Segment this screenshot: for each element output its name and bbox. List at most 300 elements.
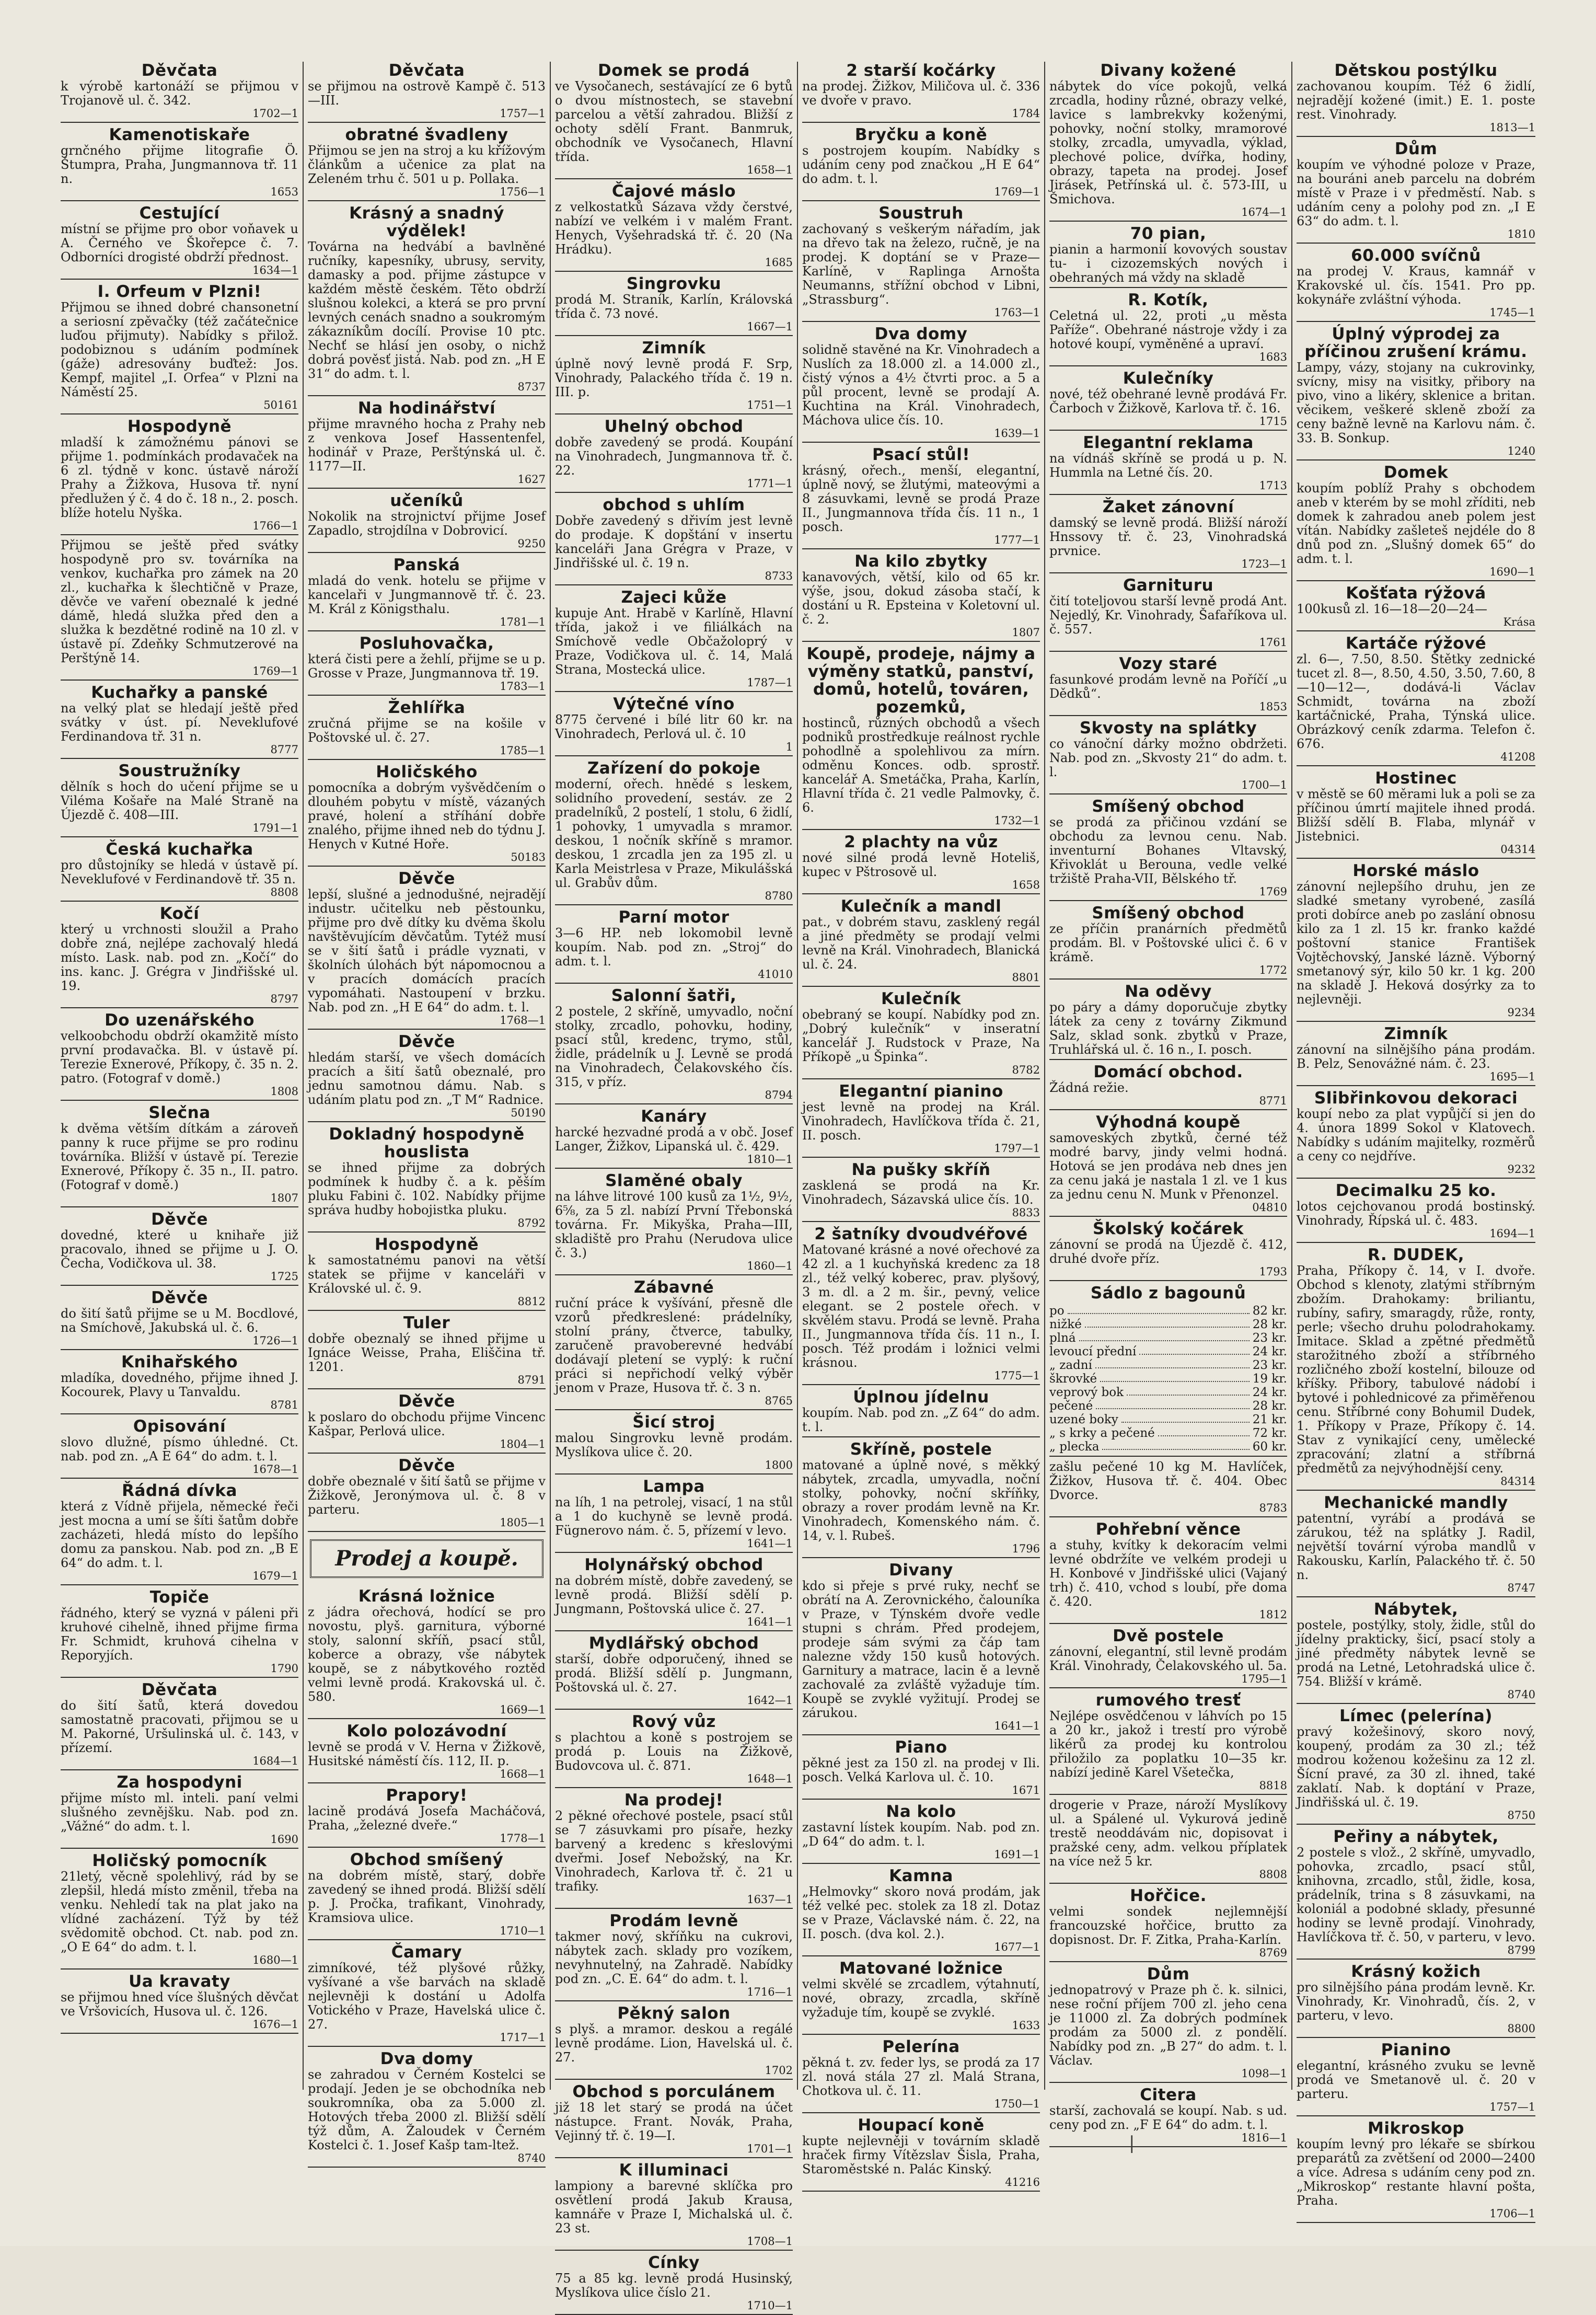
ad-body: prodá M. Straník, Karlín, Královská třída č. 73 nové. — [555, 292, 793, 321]
ad-reference-number: 1785—1 — [500, 744, 546, 757]
classified-ad — [555, 275, 793, 336]
classified-ad — [1297, 247, 1535, 322]
ad-body: pravý kožešinový, skoro nový, koupený, prodám za 30 zl.; též modrou koženou kožešinu za 12 zl. Šícní pravé, za 30 zl. ihned, také zaklatí. Nab. k doptání v Praze, Jindřišská ul. č. 19. — [1297, 1724, 1535, 1810]
ad-headline: Čamary — [391, 1943, 462, 1962]
ad-body: grnčného přijme litografie Ö. Štumpra, Praha, Jungmannova tř. 11 n. — [61, 143, 298, 186]
ad-headline: Hospodyně — [374, 1235, 479, 1254]
ad-headline: Děvčata — [141, 61, 218, 80]
ad-body: lotos cejchovanou prodá bostinský. Vinohrady, Řípská ul. č. 483. — [1297, 1199, 1535, 1228]
classified-ad — [1297, 1963, 1535, 2038]
price-value: 23 kr. — [1252, 1358, 1287, 1372]
classified-ad — [61, 1482, 298, 1585]
ad-body: na prodej V. Kraus, kamnář v Krakovské ul. čís. 1541. Pro pp. kokynáře zvláštní výhoda. — [1297, 264, 1535, 307]
column-4 — [798, 61, 1045, 2189]
ad-reference-number: 1098—1 — [1241, 2067, 1287, 2080]
ad-body: hostinců, různých obchodů a všech podniků prostředkuje reálnost rychle pohodlně a spolehlivou za mírn. odměnu Konces. odb. sprostř. kancelář A. Smetáčka, Praha, Karlín, Hlavní třída č. 21 vedle Palmovky, č. 6. — [802, 716, 1040, 815]
ad-body: hledám starší, ve všech domácích pracích a šití šatů obeznalé, pro jednu samotnou dámu. Nab. s udáním platu pod zn. „T M“ Radnice. — [308, 1050, 546, 1107]
ad-headline: Kulečníky — [1123, 369, 1214, 388]
classified-ad — [308, 62, 546, 123]
section-heading: Prodej a koupě. — [310, 1539, 543, 1578]
ad-headline: Skvosty na splátky — [1079, 719, 1257, 738]
classified-ad — [555, 1713, 793, 1788]
ad-body: 8775 červené i bílé litr 60 kr. na Vinohradech, Perlová ul. č. 10 — [555, 712, 793, 741]
classified-ad — [1297, 1600, 1535, 1704]
classified-ad — [1049, 370, 1287, 431]
ad-body: a stuhy, kvítky k dekoracím velmi levné obdržíte ve velkém prodeji u H. Konbové v Jindřišské ulici (Vajaný trh) č. 410, vchod s loubí, pře doma č. 420. — [1049, 1538, 1287, 1609]
price-item: „ zadní — [1049, 1358, 1092, 1372]
classified-ad — [802, 1561, 1040, 1735]
ad-body: velmi skvělé se zrcadlem, výtahnutí, nové, obrazy, zrcadla, skříně vyžaduje tím, koupě se zvyklé. — [802, 1977, 1040, 2020]
classified-ad — [802, 2038, 1040, 2113]
dot-leader — [1095, 1358, 1250, 1368]
classified-ad — [1297, 862, 1535, 1022]
classified-ad — [555, 1912, 793, 2001]
classified-ad — [1049, 1798, 1287, 1884]
classified-ad — [1049, 1284, 1287, 1457]
ad-body: 2 postele s vlož., 2 skříně, umyvadlo, pohovka, zrcadlo, psací stůl, knihovna, zrcadlo, stůl, židle, kosa, prádelník, trina s 8 zásuvkami, na koloniál a podobné sklady, přesunné hodiny se levně prodají. Vinohrady, Havlíčkova tř. č. 50, v parteru, v levo. — [1297, 1845, 1535, 1944]
ad-headline: Na hodinářství — [357, 399, 496, 418]
ad-body: moderní, ořech. hnědé s leskem, solidního provedení, sestáv. ze 2 pradelníků, 2 postelí, 1 stolu, 6 židlí, 1 pohovky, 1 umyvadla s mramor. deskou, 1 nočník skříně s mramor. deskou, 1 zrcadla jen za 195 zl. u Karla Meistrlesa v Praze, Mikulášská ul. Grabův dům. — [555, 777, 793, 890]
classified-ad — [802, 1225, 1040, 1385]
classified-ad — [61, 1588, 298, 1678]
ad-reference-number: 1813—1 — [1489, 121, 1535, 134]
ad-body: malou Singrovku levně prodám. Myslíkova ulice č. 20. — [555, 1431, 793, 1459]
classified-ad — [555, 1634, 793, 1710]
ad-reference-number: 1641—1 — [747, 1616, 793, 1628]
ad-body: do šití šatů přijme se u M. Bocdlové, na Smíchově, Jakubská ul. č. 6. — [61, 1306, 298, 1335]
ad-headline: Citera — [1140, 2086, 1197, 2104]
classified-ad — [308, 1392, 546, 1454]
ad-body: lepší, slušné a jednodušné, nejradějí industr. učitelku neb pěstounku, přijme pro dvě dítky ku dvěma školu navštěvujícím děvčatům. Tytéž musí se v šití šatů i prádle vyznati, v školních úlohách být nápomocnou a v pracích domácích pracích vypomáhati. Nastoupení v brzku. Nab. pod zn. „H E 64“ do adm. t. l. — [308, 887, 546, 1015]
ad-body: již 18 let starý se prodá na účet nástupce. Frant. Novák, Praha, Vejinný tř. č. 19—I. — [555, 2100, 793, 2143]
ad-reference-number: 1763—1 — [994, 306, 1040, 319]
ad-body: ruční práce k vyšívání, přesně dle vzorů předkreslené: prádelníky, stolní prány, čtverce, tabulky, zaručeně pravoberevné hedvábí dodávají pletení se vyplý: k ruční práci si nepřichodí velký výběr jenom v Praze, Husova tř. č. 3 n. — [555, 1296, 793, 1395]
ad-body: k samostatnému panovi na větší statek se přijme v kanceláři v Královské ul. č. 9. — [308, 1253, 546, 1296]
ad-body: velkoobchodu obdrží okamžitě místo první prodavačka. Bl. v ústavě pí. Terezie Exnerové, Příkopy, č. 35 n. 2. patro. (Fotograf v domě.) — [61, 1029, 298, 1086]
ad-reference-number: 1713 — [1259, 479, 1287, 492]
ad-reference-number: 1768—1 — [500, 1014, 546, 1027]
ad-body: který u vrchnosti sloužil a Praho dobře zná, nejlépe zachovalý hledá místo. Lask. nab. pod zn. „Kočí“ do ins. kanc. J. Grégra v Jindřišské ul. 19. — [61, 922, 298, 993]
ad-reference-number: 1671 — [1012, 1784, 1040, 1796]
ad-headline: Elegantní reklama — [1083, 433, 1254, 452]
ad-reference-number: 8740 — [1507, 1688, 1535, 1701]
ad-body: solidně stavěné na Kr. Vinohradech a Nuslích za 18.000 zl. a 14.000 zl., čistý výnos a 4½ čtvrti proc. a 5 a půl procent, levně se prodají A. Kuchtina na Král. Vinohradech, Máchova ulice čís. 10. — [802, 342, 1040, 428]
ad-reference-number: 1769—1 — [994, 186, 1040, 198]
ad-body: která čisti pere a žehlí, přijme se u p. Grosse v Praze, Jungmannova tř. 19. — [308, 652, 546, 681]
classified-ad — [1049, 1965, 1287, 2083]
ad-headline: Kamna — [889, 1867, 953, 1885]
ad-body: Továrna na hedvábí a bavlněné ručníky, kapesníky, ubrusy, servity, damasky a pod. přijme zástupce v každém městě českém. Těto obdrží slušnou kolekci, a která se pro první levných cenách snadno a soukromým zákazníkům docílí. Provise 10 ptc. Nechť se hlásí jen osoby, o nichž dobrá pověsť jistá. Nab. pod zn. „H E 31“ do adm. t. l. — [308, 239, 546, 381]
ad-headline: Pěkný salon — [617, 2004, 731, 2023]
ad-reference-number: 1777—1 — [994, 534, 1040, 546]
ad-headline: Šicí stroj — [632, 1413, 715, 1432]
classified-ad — [308, 635, 546, 696]
ad-reference-number: 1726—1 — [252, 1334, 298, 1347]
ad-reference-number: 8750 — [1507, 1809, 1535, 1822]
classified-ad — [1049, 719, 1287, 794]
classified-ad — [555, 1413, 793, 1475]
ad-body: Celetná ul. 22, proti „u města Paříže“. Obehrané nástroje vždy i za hotové koupí, vyměněné a upraví. — [1049, 308, 1287, 351]
ad-reference-number: 1667—1 — [747, 320, 793, 333]
classified-ad — [308, 1236, 546, 1311]
ad-headline: Decimalku 25 ko. — [1335, 1181, 1497, 1200]
classified-ad — [555, 695, 793, 756]
ad-reference-number: 1702 — [765, 2064, 793, 2077]
ad-headline: Obchod smíšený — [350, 1850, 504, 1869]
ad-reference-number: 1639—1 — [994, 427, 1040, 440]
ad-headline: Děvče — [151, 1210, 208, 1229]
ad-headline: Matované ložnice — [839, 1959, 1003, 1978]
price-list — [1049, 1304, 1287, 1454]
column-2 — [304, 61, 551, 2164]
ad-headline: Smíšený obchod — [1092, 904, 1245, 923]
ad-body: z jádra ořechová, hodící se pro novostu, plyš. garnitura, výborné stoly, salonní skříň, psací stůl, koberce a obrazy, vše nábytek koupě, se z nábytkového roztěd velmi levně prodá. Krakovská ul. č. 580. — [308, 1605, 546, 1704]
price-value: 60 kr. — [1252, 1440, 1287, 1454]
ad-headline: Kamenotiskaře — [109, 125, 250, 144]
ad-headline: Domek — [1383, 463, 1449, 482]
price-item: veprový bok — [1049, 1386, 1124, 1399]
classified-ad — [1049, 983, 1287, 1060]
ad-headline: Čajové máslo — [611, 182, 736, 201]
ad-reference-number: 8799 — [1507, 1944, 1535, 1956]
ad-body: Přijmou se ještě před svátky hospodyně pro sv. továrníka na venkov, kuchařka pro zámek na 20 zl., kuchařka k šlechtičně v Praze, děvče ve vaření obeznalé k jedné dámě, hledá služka před den a služka k bezdětné rodině na 10 zl. v ústavě pí. Zdeňky Schmutzerové na Perštýně 14. — [61, 538, 298, 665]
ad-reference-number: 1756—1 — [500, 186, 546, 198]
classified-ad — [1049, 291, 1287, 366]
ad-headline: Cestující — [139, 204, 220, 223]
classified-ad — [1049, 904, 1287, 980]
ad-headline: Kulečník — [881, 989, 961, 1008]
ad-headline: Opisování — [133, 1417, 226, 1436]
ad-body: mladší k zámožnému pánovi se přijme 1. podmínkách prodavaček na 6 zl. týdně v konc. ústavě nároží Prahy a Žižkova, Husova tř. nyní předlužen ý č. 4 do č. 18 n., 2. posch. blíže hotelu Nyška. — [61, 435, 298, 520]
ad-body: 2 pěkné ořechové postele, psací stůl se 7 zásuvkami pro písaře, hezky barvený a kredenc s křeslovými dveřmi. Josef Nebožský, na Kr. Vinohradech, Karlova tř. č. 21 u trafiky. — [555, 1809, 793, 1894]
ad-reference-number: 1808 — [270, 1085, 298, 1098]
price-item: „ s krky a pečené — [1049, 1426, 1155, 1440]
column-5 — [1045, 61, 1292, 2144]
ad-headline: Houpací koně — [858, 2116, 985, 2135]
ad-headline: Sádlo z bagounů — [1090, 1284, 1246, 1303]
classified-ad — [802, 2116, 1040, 2192]
ad-body: přijme místo ml. inteli. paní velmi slušného zevnějšku. Nab. pod zn. „Vážné“ do adm. t. l. — [61, 1791, 298, 1834]
classified-ad — [1049, 577, 1287, 652]
ad-reference-number: 1816—1 — [1241, 2132, 1287, 2144]
ad-headline: Topiče — [149, 1588, 210, 1607]
ad-body: pro silnějšího pána prodám levně. Kr. Vinohrady, Kr. Vinohradů, čís. 2, v parteru, v levo. — [1297, 1980, 1535, 2023]
ad-headline: Skříně, postele — [850, 1440, 992, 1459]
ad-reference-number: 8801 — [1012, 971, 1040, 984]
ad-headline: Obchod s porculánem — [572, 2082, 776, 2101]
ad-reference-number: 1784 — [1012, 107, 1040, 120]
ad-reference-number: 1796 — [1012, 1542, 1040, 1555]
ad-body: starší, dobře odporučený, ihned se prodá. Bližší sdělí p. Jungmann, Poštovská ul. č. 27. — [555, 1652, 793, 1695]
classified-ad — [1297, 1246, 1535, 1491]
dot-leader — [1068, 1304, 1250, 1314]
ad-reference-number: 1634—1 — [252, 264, 298, 277]
classified-ad — [308, 1587, 546, 1719]
ad-body: se přijmou hned více šlušných děvčat ve Vršovicích, Husova ul. č. 126. — [61, 1990, 298, 2019]
classified-ad — [1297, 140, 1535, 244]
classified-ad — [1049, 655, 1287, 716]
ad-headline: Slibřinkovou dekoraci — [1314, 1089, 1518, 1108]
ad-reference-number: 1683 — [1259, 351, 1287, 363]
ad-body: kupte nejlevněji v továrním skladě hraček firmy Vítězslav Šisla, Praha, Staroměstské n. Palác Kinský. — [802, 2134, 1040, 2176]
ad-body: s plyš. a mramor. deskou a regálé levně prodáme. Lion, Havelská ul. č. 27. — [555, 2022, 793, 2065]
ad-body: zachovaný s veškerým nářadím, jak na dřevo tak na železo, ručně, je na prodej. K doptání se v Praze—Karlíně, v Raplinga Arnošta Neumanns, střížní obchod v Libni, „Strassburg“. — [802, 222, 1040, 307]
ad-reference-number: 8783 — [1259, 1502, 1287, 1514]
classified-ad — [1297, 464, 1535, 581]
ad-body: pro důstojníky se hledá v ústavě pí. Neveklufové v Ferdinandově tř. 35 n. — [61, 858, 298, 886]
ad-reference-number: 50183 — [511, 851, 546, 863]
ad-body: matované a úplně nové, s měkký nábytek, zrcadla, umyvadla, noční stolky, pohovky, noční skříňky, obrazy a rover prodám levně na Kr. Vinohradech, Komenského nám. č. 14, v. l. Rubeš. — [802, 1458, 1040, 1543]
ad-body: slovo dlužné, písmo úhledné. Ct. nab. pod zn. „A E 64“ do adm. t. l. — [61, 1435, 298, 1464]
ad-headline: Kočí — [159, 904, 200, 923]
ad-reference-number: 1695—1 — [1489, 1070, 1535, 1083]
ad-body: řádného, který se vyzná v páleni při kruhové cihelně, ihned přijme firma Fr. Schmidt, kruhová cihelna v Reporyjích. — [61, 1606, 298, 1663]
ad-body: koupím levný pro lékaře se sbírkou preparátů za zvětšení od 2000—2400 a více. Adresa s udáním ceny pod zn. „Mikroskop“ restante hlavní pošta, Praha. — [1297, 2137, 1535, 2208]
ad-reference-number: 1685 — [765, 256, 793, 269]
column-6 — [1292, 61, 1540, 2220]
ad-reference-number: 1706—1 — [1489, 2207, 1535, 2220]
ad-headline: Dva domy — [380, 2049, 473, 2068]
ad-headline: Divany — [889, 1561, 953, 1580]
ad-body: zimníkové, též plyšové růžky, vyšívané a vše barvách na skladě nejlevněji k dostání u Adolfa Votického v Praze, Havelská ulice č. 27. — [308, 1961, 546, 2032]
ad-headline: Soustruh — [878, 204, 964, 223]
ad-reference-number: 8777 — [270, 743, 298, 756]
ad-headline: Ua kravaty — [129, 1972, 230, 1991]
ad-body: pomocníka a dobrým vyšvědčením o dlouhém pobytu v místě, vázaných pravé, holení a stříhání dobře znalého, přijme ihned neb do týdnu J. Henych v Kutné Hoře. — [308, 780, 546, 851]
ad-reference-number: 1708—1 — [747, 2235, 793, 2248]
ad-headline: Za hospodyni — [117, 1773, 242, 1792]
ad-reference-number: 1804—1 — [500, 1438, 546, 1450]
classified-ad — [1049, 1220, 1287, 1281]
classified-ad — [555, 1172, 793, 1275]
ad-reference-number: 1653 — [270, 186, 298, 198]
ad-headline: Lampa — [643, 1477, 705, 1496]
ad-reference-number: 1658 — [1012, 879, 1040, 891]
classified-ad — [1297, 2120, 1535, 2223]
ad-body: v městě se 60 měrami luk a poli se za příčinou úmrtí majitele ihned prodá. Bližší sdělí B. Flaba, mlynář v Jistebnici. — [1297, 787, 1535, 844]
ad-body: na dobrém místě, dobře zavedený, se levně prodá. Bližší sdělí p. Jungmann, Poštovská ulice č. 27. — [555, 1573, 793, 1616]
ad-reference-number: 1637—1 — [747, 1893, 793, 1906]
classified-ad — [308, 399, 546, 489]
ad-reference-number: 1641—1 — [747, 1537, 793, 1550]
ad-headline: Psací stůl! — [872, 445, 970, 464]
ad-reference-number: 1800 — [765, 1459, 793, 1471]
classified-ad — [1049, 2086, 1287, 2147]
ad-headline: učeníků — [390, 491, 464, 510]
ad-headline: Na pušky skříň — [851, 1160, 991, 1179]
classified-ad — [61, 1011, 298, 1101]
ad-body: se zahradou v Černém Kostelci se prodají. Jeden je se obchodníka neb soukromníka, oba za 5.000 zl. Hotových třeba 2000 zl. Bližší sdělí týž dům, A. Žaloudek v Černém Kostelci č. 1. Josef Kašp tam-ltež. — [308, 2067, 546, 2152]
ad-headline: R. Kotík, — [1128, 291, 1209, 309]
price-value: 23 kr. — [1252, 1331, 1287, 1345]
dot-leader — [1079, 1331, 1250, 1341]
ad-headline: Holynářský obchod — [584, 1556, 764, 1574]
classified-ad — [555, 908, 793, 984]
ad-body: 100kusů zl. 16—18—20—24— — [1297, 602, 1487, 616]
classified-ad — [802, 204, 1040, 322]
ad-headline: Prodám levně — [609, 1911, 738, 1930]
ad-reference-number: 1679—1 — [252, 1570, 298, 1582]
classified-ad — [61, 905, 298, 1008]
ad-reference-number: 1658—1 — [747, 164, 793, 176]
ad-headline: Zimník — [642, 339, 706, 358]
classified-ad — [802, 62, 1040, 123]
ad-headline: 2 starší kočárky — [846, 61, 996, 80]
ad-headline: Děvče — [398, 1392, 455, 1411]
classified-ad — [308, 1722, 546, 1783]
ad-headline: Česká kuchařka — [106, 840, 253, 859]
ad-body: kdo si přeje s prvé ruky, nechť se obrátí na A. Zerovnického, čalouníka v Praze, v Týnském dvoře vedle stupni s chrám. Před prodejem, prodeje sám svými za čáp tam nalezne vždy 150 kusů hotových. Garnitury a matrace, lacin ě a levně zachovalé za zvláště vyžaduje tím. Koupě se zvyklé vyžitují. Prodej se zárukou. — [802, 1579, 1040, 1720]
classified-ad — [555, 339, 793, 414]
ad-reference-number: 1642—1 — [747, 1694, 793, 1707]
ad-reference-number: 8769 — [1259, 1947, 1287, 1959]
ad-headline: Dokladný hospodyně houslista — [329, 1125, 525, 1161]
ad-body: zánovní na silnějšího pána prodám. B. Pelz, Senovážné nám. č. 23. — [1297, 1042, 1535, 1071]
dot-leader — [1102, 1440, 1249, 1450]
price-row — [1049, 1440, 1287, 1454]
ad-body: 75 a 85 kg. levně prodá Husinský, Myslíkova ulice číslo 21. — [555, 2271, 793, 2300]
price-item: škrovké — [1049, 1372, 1097, 1386]
ad-reference-number: 1723—1 — [1241, 558, 1287, 570]
ad-reference-number: 1797—1 — [994, 1142, 1040, 1155]
ad-reference-number: 1766—1 — [252, 520, 298, 532]
classified-ad — [308, 763, 546, 867]
classified-ad — [1049, 1113, 1287, 1217]
ad-body: nábytek do více pokojů, velká zrcadla, hodiny různé, obrazy velké, lavice s lambrekvky koženými, pohovky, noční stolky, mramorové stolky, zrcadla, umyvadla, výklad, plechové police, dvířka, hodiny, obrazy, tapeta na prodej. Josef Jirásek, Petřínská ul. č. 573-III, u Šmichova. — [1049, 79, 1287, 206]
ad-headline: Smíšený obchod — [1092, 797, 1245, 816]
classified-ad — [555, 759, 793, 905]
ad-reference-number: 1669—1 — [500, 1703, 546, 1716]
ad-reference-number: 1678—1 — [252, 1463, 298, 1476]
ad-headline: Hostinec — [1375, 769, 1457, 788]
price-item: plná — [1049, 1331, 1076, 1345]
classified-ad — [1297, 584, 1535, 631]
ad-body: koupím. Nab. pod zn. „Z 64“ do adm. t. l. — [802, 1406, 1040, 1434]
ad-body: fasunkové prodám levně na Poříčí „u Dědků“. — [1049, 672, 1287, 701]
ad-reference-number: 1 — [785, 741, 793, 753]
ad-reference-number: 1627 — [517, 473, 546, 486]
classified-ad — [802, 645, 1040, 830]
price-item: uzené boky — [1049, 1413, 1118, 1426]
classified-ad — [555, 1791, 793, 1909]
ad-reference-number: 8780 — [765, 890, 793, 902]
ad-reference-number: 1745—1 — [1489, 306, 1535, 319]
ad-body: zánovní, elegantní, stil levně prodám Král. Vinohrady, Čelakovského ul. 5a. — [1049, 1644, 1287, 1673]
ad-reference-number: 50161 — [263, 399, 298, 411]
ad-headline: 70 pian, — [1130, 224, 1207, 243]
ad-body: co vánoční dárky možno obdržeti. Nab. pod zn. „Skvosty 21“ do adm. t. l. — [1049, 736, 1287, 779]
ad-body: postele, postýlky, stoly, židle, stůl do jídelny prakticky, šicí, psací stoly a jiné předměty nábytek levně se prodá na Letné, Letohradská ulice č. 754. Bližší v krámě. — [1297, 1618, 1535, 1689]
ad-body: zasklená se prodá na Kr. Vinohradech, Sázavská ulice čís. 10. — [802, 1178, 1040, 1207]
ad-body: k poslaro do obchodu přijme Vincenc Kašpar, Perlová ulice. — [308, 1410, 546, 1438]
ad-reference-number: 1787—1 — [747, 676, 793, 689]
ad-headline: Zimník — [1384, 1024, 1448, 1043]
classified-ad — [555, 2254, 793, 2315]
ad-body: čití toteljovou starší levně prodá Ant. Nejedlý, Kr. Vinohrady, Šafaříkova ul. č. 557. — [1049, 594, 1287, 637]
ad-reference-number: 41208 — [1500, 751, 1535, 763]
ad-headline: 2 plachty na vůz — [844, 833, 998, 851]
classified-ad — [61, 418, 298, 535]
ad-reference-number: 1690—1 — [1489, 566, 1535, 578]
ad-body: Nejlépe osvědčenou v láhvích po 15 a 20 kr., jakož i trestí pro výrobě likérů za prodej ku kontrolou přiložilo za poplatku 10—35 kr. nabízí jedině Karel Všetečka, — [1049, 1709, 1287, 1780]
ad-reference-number: 1750—1 — [994, 2098, 1040, 2110]
ad-reference-number: 1240 — [1507, 445, 1535, 457]
ad-body: Matované krásné a nové ořechové za 42 zl. a 1 kuchyňská kredenc za 18 zl., též velký koberec, prav. plyšový, 3 m. dl. a 2 m. šir., pevný, velice elegant. se 2 postele ořech. v skvělém stavu. Prodá se levně. Praha II., Jungmannova třída čís. 11 n., I. posch. Též prodám i ložnici velmi krásnou. — [802, 1242, 1040, 1370]
ad-body: velmi sondek nejlemnější francouzské hořčice, brutto za dopisnost. Dr. F. Zitka, Praha-Karlín. — [1049, 1904, 1287, 1947]
ad-reference-number: 1793 — [1259, 1265, 1287, 1278]
ad-body: zachovanou koupím. Též 6 židlí, nejradějí kožené (imit.) E. 1. poste rest. Vinohrady. — [1297, 79, 1535, 122]
ad-headline: Úplnou jídelnu — [853, 1388, 989, 1407]
ad-body: jednopatrový v Praze ph č. k. silnici, nese roční příjem 700 zl. jeho cena je 11000 zl. Za dobrých podmínek prodám za 5000 zl. z pondělí. Nabídky pod zn. „B 27“ do adm. t. l. Václav. — [1049, 1983, 1287, 2068]
classified-ad — [1049, 1521, 1287, 1624]
ad-reference-number: 1691—1 — [994, 1848, 1040, 1861]
classified-ad — [61, 283, 298, 414]
ad-body: levně se prodá v V. Herna v Žižkově, Husitské náměstí čís. 112, II. p. — [308, 1740, 546, 1768]
ad-body: ze příčin pranárních předmětů prodám. Bl. v Poštovské ulici č. 6 v krámě. — [1049, 922, 1287, 964]
ad-reference-number: 8737 — [517, 381, 546, 393]
ad-reference-number: 1757—1 — [500, 107, 546, 120]
classified-ad — [308, 870, 546, 1030]
ad-headline: Děvče — [151, 1288, 208, 1307]
classified-ad — [802, 1960, 1040, 2035]
classified-ad — [802, 897, 1040, 987]
ad-headline: Děvče — [398, 1456, 455, 1475]
ad-headline: Děvčata — [141, 1680, 218, 1699]
ad-headline: Nábytek, — [1373, 1600, 1459, 1619]
ad-reference-number: 8771 — [1259, 1095, 1287, 1107]
ad-body: 2 postele, 2 skříně, umyvadlo, noční stolky, zrcadlo, pohovku, hodiny, psací stůl, kredenc, trymo, stůl, židle, prádelník u J. Levně se prodá na Vinohradech, Čelakovského čís. 315, v příz. — [555, 1004, 793, 1089]
ad-headline: Pianino — [1381, 2041, 1451, 2059]
ad-reference-number: 8747 — [1507, 1582, 1535, 1594]
classified-ad — [1297, 1089, 1535, 1179]
classified-ad — [308, 1125, 546, 1233]
ad-body: Přijmou se jen na stroj a ku křížovým článkům a učenice za plat na Zeleném trhu č. 501 u p. Pollaka. — [308, 143, 546, 186]
ad-reference-number: 1769 — [1259, 885, 1287, 898]
ad-reference-number: 8791 — [517, 1374, 546, 1386]
classified-ad — [555, 1108, 793, 1169]
ad-headline: Žehlířka — [388, 698, 466, 717]
ad-reference-number: 1701—1 — [747, 2143, 793, 2155]
ad-body: na velký plat se hledají ještě před svátky v úst. pí. Neveklufové Ferdinandova tř. 31 n. — [61, 701, 298, 744]
ad-body: se ihned přijme za dobrých podmínek k hudby č. a k. pěším pluku Fabini č. 102. Nabídky přijme správa hudby hobojistka pluku. — [308, 1160, 546, 1217]
ad-headline: Žaket zánovní — [1102, 498, 1234, 516]
classified-ad — [802, 1803, 1040, 1864]
ad-headline: Salonní šatři, — [611, 986, 737, 1005]
ad-headline: Tuler — [403, 1314, 450, 1332]
ad-headline: Soustružníky — [118, 762, 241, 780]
ad-body: zl. 6—, 7.50, 8.50. Štětky zednické tucet zl. 8—, 8.50, 4.50, 3.50, 7.60, 8—10—12—, dodává-li Václav Schmidt, továrna na zboží kartáčnické, Praha, Týnská ulice. Obrázkový ceník zdarma. Telefon č. 676. — [1297, 652, 1535, 751]
ad-body: samoveských zbytků, černé též modré barvy, jindy velmi hodná. Hotová se jen prodáva neb dnes jen za cenu jaká je nastala 1 zl. ve 1 kus za jednu cenu N. Munk v Přenonzel. — [1049, 1131, 1287, 1202]
ad-reference-number: 1769—1 — [252, 665, 298, 677]
classified-ad — [1297, 1828, 1535, 1960]
ad-headline: Výtečné víno — [613, 695, 735, 713]
ad-reference-number: 1772 — [1259, 964, 1287, 976]
ad-body: koupím poblíž Prahy s obchodem aneb v kterém by se mohl zříditi, neb domek k zahradou aneb polem jest vítán. Nabídky zašleteš nejdéle do 8 dnů pod zn. „Slušný domek 65“ do adm. t. l. — [1297, 481, 1535, 566]
ad-reference-number: 1805—1 — [500, 1516, 546, 1529]
ad-body: jest levně na prodej na Král. Vinohradech, Havlíčkova třída č. 21, II. posch. — [802, 1100, 1040, 1143]
ad-reference-number: 1791—1 — [252, 822, 298, 834]
ad-headline: Slaměné obaly — [605, 1171, 743, 1190]
ad-body: koupí nebo za plat vypůjčí si jen do 4. února 1899 Sokol v Klatovech. Nabídky s udáním majitelky, rozměrů a ceny co nejdříve. — [1297, 1107, 1535, 1164]
ad-body: Dobře zavedený s dřivím jest levně do prodaje. K dopštání v insertu kanceláři Jana Grégra v Praze, v Jindřišské ul. č. 19 n. — [555, 513, 793, 570]
ad-headline: Dětskou postýlku — [1334, 61, 1498, 80]
ad-body: místní se přijme pro obor voňavek u A. Černého ve Škořepce č. 7. Odborníci drogisté obdrží přednost. — [61, 222, 298, 264]
ad-headline: Řádná dívka — [122, 1481, 237, 1500]
ad-body: na dobrém místě, starý, dobře zavedený se ihned prodá. Bližší sdělí p. J. Pročka, trafikant, Vinohrady, Kramsiova ulice. — [308, 1868, 546, 1925]
ad-body: Praha, Příkopy č. 14, v I. dvoře. Obchod s klenoty, zlatými stříbrným zbožím. Drahokamy: briliantu, rubíny, safiry, smaragdy, růže, ronty, perle; všecho druhu polodrahokamy. Imitace. Sklad a zpětné předmětů starožitného zboží a stříbrného rozličného zboží kostelní, bilouze od kříšky. Přibory, tabulové nádobí i bytové i pohlednicové za přiměřenou cenu. Stříbrné cony Bohumil Dudek, 1. Příkopy v Praze, Příkopy č. 14. Stav z vynikající ceny, umělecké zpracování; zlatní a stříbrná předmětů za nejvýhodnější ceny. — [1297, 1263, 1535, 1476]
ad-body: kupuje Ant. Hrabě v Karlíně, Hlavní třída, jakož i ve filiálkách na Smíchově vedle Občažoloprý v Praze, Vodičkova ul. č. 14, Malá Strana, Mostecká ulice. — [555, 606, 793, 677]
classified-ad — [1297, 1025, 1535, 1086]
